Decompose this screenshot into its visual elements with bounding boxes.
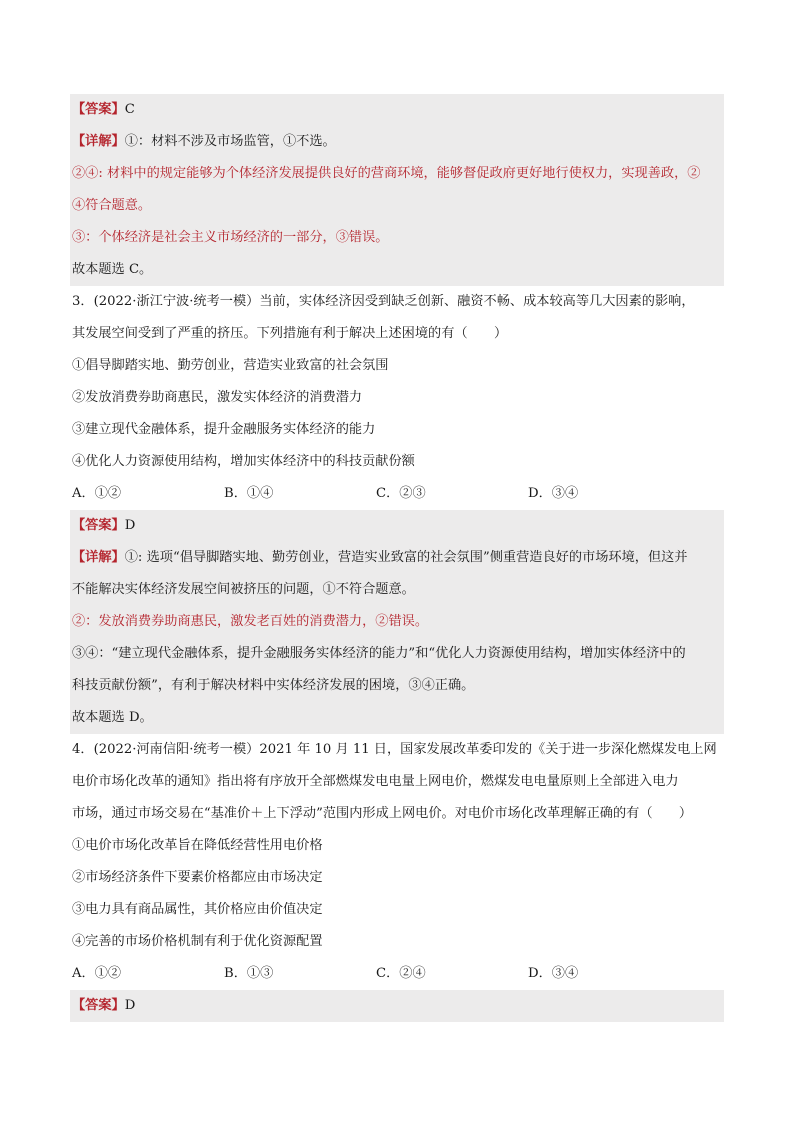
q2-detail-line-1: [70, 126, 724, 158]
q3-detail-line-4: ③④：“建立现代金融体系，提升金融服务实体经济的能力”和“优化人力资源使用结构，增加实体经济中的: [72, 646, 686, 661]
detail-tag: 【详解】: [72, 134, 125, 149]
detail-text: ①: 选项“倡导脚踏实地、勤劳创业，营造实业致富的社会氛围”侧重营造良好的市场环境，但这并: [124, 550, 688, 565]
detail-text: ①：材料不涉及市场监管，①不选。: [124, 134, 336, 149]
answer-tag: 【答案】: [72, 518, 125, 533]
q3-item-4: ④优化人力资源使用结构，增加实体经济中的科技贡献份额: [72, 454, 415, 469]
q3-answer-line: [70, 510, 724, 542]
q4-option-b: B．①③: [224, 966, 274, 981]
q3-item-1: ①倡导脚踏实地、勤劳创业，营造实业致富的社会氛围: [72, 358, 389, 373]
q3-stem-line-2: 其发展空间受到了严重的挤压。下列措施有利于解决上述困境的有（ ）: [72, 326, 508, 341]
q4-item-3: ③电力具有商品属性，其价格应由价值决定: [72, 902, 323, 917]
q2-conclusion: 故本题选 C。: [72, 262, 153, 277]
q3-conclusion: 故本题选 D。: [72, 710, 153, 725]
q4-item-4: ④完善的市场价格机制有利于优化资源配置: [72, 934, 323, 949]
q4-stem-line-2: 电价市场化改革的通知》指出将有序放开全部燃煤发电电量上网电价，燃煤发电电量原则上全部进入电力: [72, 774, 679, 789]
document-page: [70, 94, 724, 1022]
q4-option-a: A．①②: [72, 966, 122, 981]
q4-answer-block: [70, 990, 724, 1022]
q2-detail-line-4: ③：个体经济是社会主义市场经济的一部分，③错误。: [72, 230, 389, 245]
answer-tag: 【答案】: [72, 998, 125, 1013]
q3-stem-line-1: 3．(2022·浙江宁波·统考一模）当前，实体经济因受到缺乏创新、融资不畅、成本较高等几大因素的影响，: [72, 294, 695, 309]
q3-option-d: D．③④: [528, 486, 579, 501]
q2-detail-line-3: ④符合题意。: [72, 198, 152, 213]
answer-tag: 【答案】: [72, 102, 125, 117]
answer-value: D: [124, 518, 136, 533]
q3-option-a: A．①②: [72, 486, 122, 501]
answer-value: C: [124, 102, 135, 117]
q2-answer-line: [70, 94, 724, 126]
q4-item-2: ②市场经济条件下要素价格都应由市场决定: [72, 870, 323, 885]
q2-answer-block: [70, 94, 724, 286]
q4-stem-line-3: 市场，通过市场交易在“基准价＋上下浮动”范围内形成上网电价。对电价市场化改革理解正确的有（ ）: [72, 806, 693, 821]
q3-detail-line-2: 不能解决实体经济发展空间被挤压的问题，①不符合题意。: [72, 582, 415, 597]
q4-option-d: D．③④: [528, 966, 579, 981]
answer-value: D: [124, 998, 136, 1013]
q3-option-b: B．①④: [224, 486, 274, 501]
q4-answer-line: [70, 990, 724, 1022]
q3-detail-line-3: ②：发放消费券助商惠民，激发老百姓的消费潜力，②错误。: [72, 614, 429, 629]
q3-options: [70, 478, 724, 510]
q3-item-3: ③建立现代金融体系，提升金融服务实体经济的能力: [72, 422, 376, 437]
q3-answer-block: [70, 510, 724, 734]
q4-block: [70, 734, 724, 990]
q4-options: [70, 958, 724, 990]
q3-option-c: C．②③: [376, 486, 426, 501]
q3-detail-line-5: 科技贡献份额”，有利于解决材料中实体经济发展的困境，③④正确。: [72, 678, 475, 693]
q3-block: [70, 286, 724, 510]
q2-detail-line-2: ②④: 材料中的规定能够为个体经济发展提供良好的营商环境，能够督促政府更好地行使权力，实现善政，②: [72, 166, 701, 181]
detail-tag: 【详解】: [72, 550, 125, 565]
q4-option-c: C．②④: [376, 966, 426, 981]
q3-item-2: ②发放消费券助商惠民，激发实体经济的消费潜力: [72, 390, 363, 405]
q4-stem-line-1: 4．(2022·河南信阳·统考一模）2021 年 10 月 11 日，国家发展改革委印发的《关于进一步深化燃煤发电上网: [72, 742, 717, 757]
q4-item-1: ①电价市场化改革旨在降低经营性用电价格: [72, 838, 323, 853]
q3-detail-line-1: [70, 542, 724, 574]
